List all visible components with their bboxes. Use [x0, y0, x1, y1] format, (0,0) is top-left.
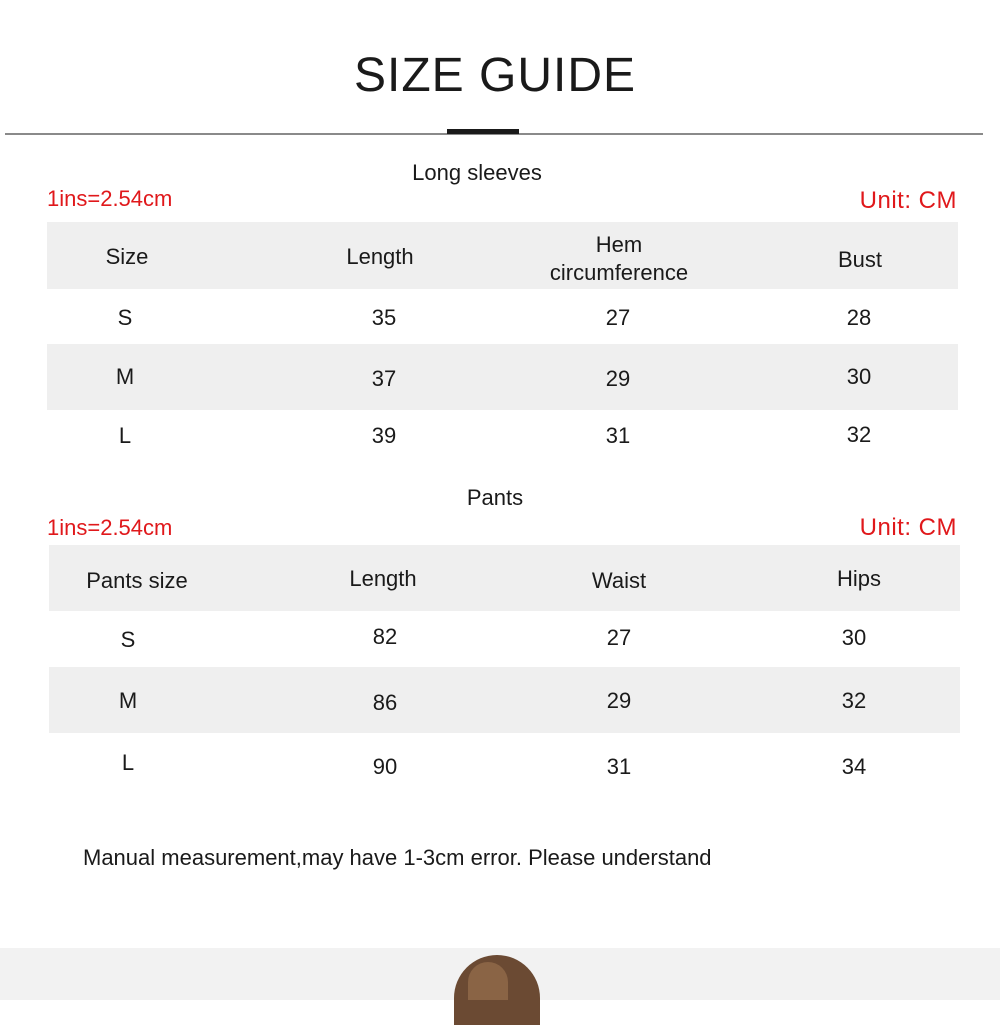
tops-cell: 35 — [371, 305, 397, 330]
pants-unit-label: Unit: CM — [859, 514, 957, 541]
pants-header-hips: Hips — [836, 566, 881, 591]
pants-cell: 31 — [606, 754, 632, 779]
tops-conversion-note: 1ins=2.54cm — [47, 186, 173, 211]
pants-cell: 34 — [841, 754, 867, 779]
pants-cell: 30 — [841, 625, 867, 650]
tops-cell: 31 — [605, 423, 631, 448]
tops-header-bust: Bust — [837, 247, 883, 272]
pants-cell: S — [120, 627, 136, 652]
pants-conversion-note: 1ins=2.54cm — [47, 515, 173, 540]
page-title: SIZE GUIDE — [353, 49, 637, 102]
pants-cell: 90 — [372, 754, 398, 779]
divider-accent — [447, 129, 519, 134]
tops-cell: 28 — [846, 305, 872, 330]
tops-cell: M — [115, 364, 135, 389]
pants-header-size: Pants size — [86, 568, 188, 593]
tops-cell: 27 — [605, 305, 631, 330]
pants-section-title: Pants — [466, 485, 524, 510]
pants-cell: 29 — [606, 688, 632, 713]
pants-header-length: Length — [349, 566, 417, 591]
pants-cell: 32 — [841, 688, 867, 713]
tops-cell: 32 — [846, 422, 872, 447]
tops-cell: 30 — [846, 364, 872, 389]
pants-cell: 86 — [372, 690, 398, 715]
pants-cell: 27 — [606, 625, 632, 650]
tops-cell: 39 — [371, 423, 397, 448]
tops-unit-label: Unit: CM — [859, 187, 957, 214]
measurement-disclaimer: Manual measurement,may have 1-3cm error. Please understand — [83, 845, 712, 870]
tops-section-title: Long sleeves — [412, 160, 542, 185]
tops-header-length: Length — [346, 244, 414, 269]
tops-header-size: Size — [105, 244, 149, 269]
model-hair-highlight — [468, 962, 508, 1000]
tops-cell: S — [117, 305, 133, 330]
tops-cell: 37 — [371, 366, 397, 391]
tops-cell: 29 — [605, 366, 631, 391]
pants-cell: L — [121, 750, 135, 775]
pants-cell: M — [118, 688, 138, 713]
pants-cell: 82 — [372, 624, 398, 649]
tops-cell: L — [118, 423, 132, 448]
tops-header-hem: Hem circumference — [549, 232, 689, 285]
pants-header-waist: Waist — [591, 568, 647, 593]
